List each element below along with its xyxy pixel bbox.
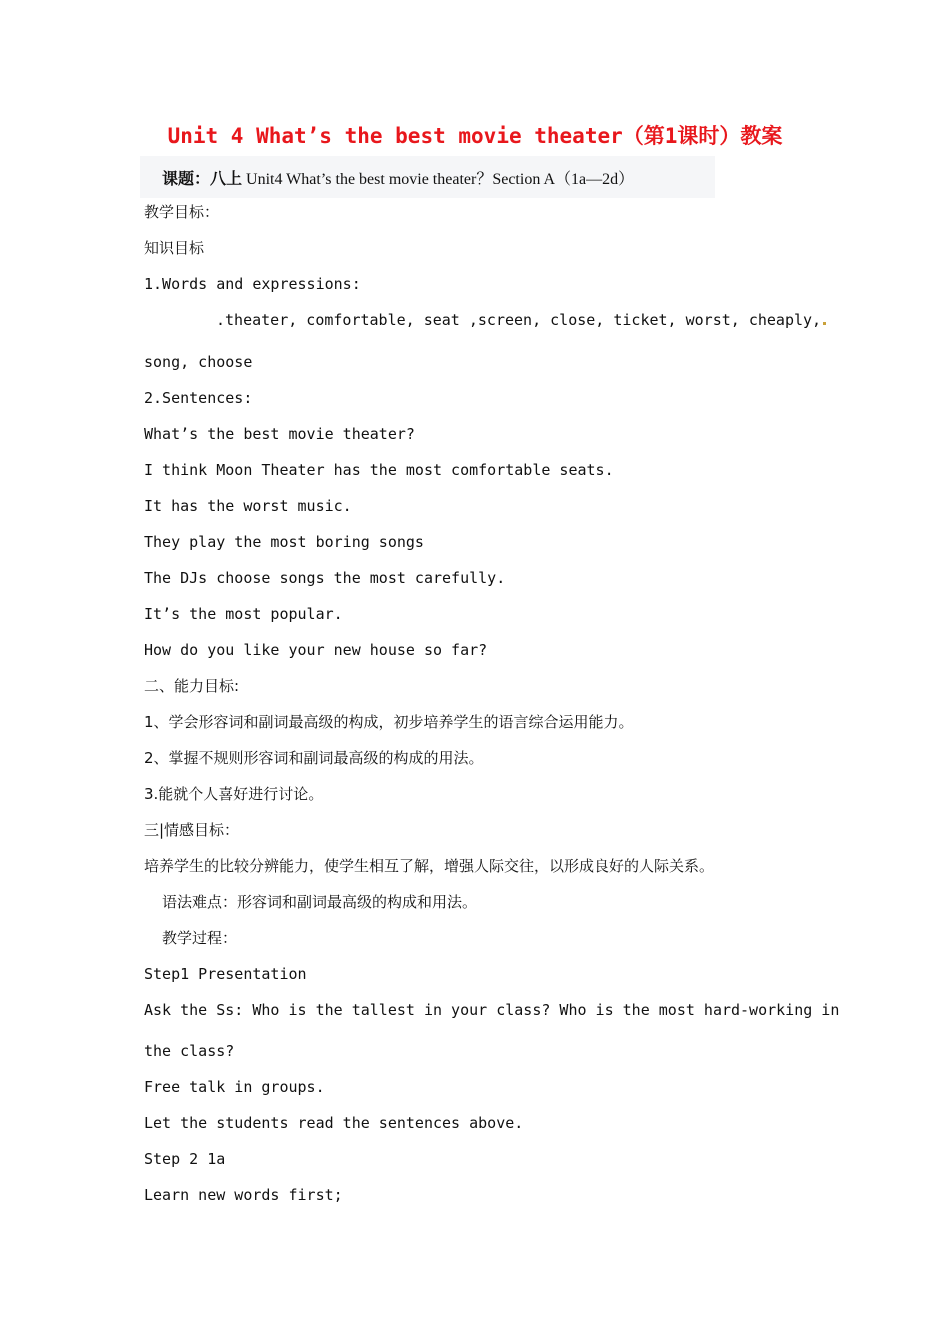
step-1-title: Step1 Presentation [144,965,307,983]
subject-text: Unit4 What’s the best movie theater？Section A（1a—2d） [242,171,635,188]
sentence-6: It’s the most popular. [144,605,343,623]
sentence-2: I think Moon Theater has the most comfortable seats. [144,461,614,479]
step-2-learn: Learn new words first; [144,1186,343,1204]
emotion-item-1: 培养学生的比较分辨能力，使学生相互了解，增强人际交往，以形成良好的人际关系。 [144,857,715,875]
page-title: Unit 4 What’s the best movie theater（第1课时）教案 [167,124,783,148]
emotion-header: 三|情感目标： [144,821,240,839]
grammar-difficulty: 语法难点：形容词和副词最高级的构成和用法。 [162,893,478,911]
edit-mark-icon [823,322,826,325]
sentence-4: They play the most boring songs [144,533,424,551]
words-list [144,310,822,330]
subject-label: 课题：八上 [162,169,243,188]
ability-header: 二、能力目标: [144,677,240,695]
objectives-header: 教学目标： [144,203,220,221]
ability-item-1: 1、学会形容词和副词最高级的构成，初步培养学生的语言综合运用能力。 [144,713,634,731]
step-1-ask-continued: the class? [144,1042,235,1060]
sentence-5: The DJs choose songs the most carefully. [144,569,506,587]
subject-line [162,166,634,189]
words-list-continued: song, choose [144,353,253,371]
sentence-1: What’s the best movie theater? [144,425,415,443]
sentence-7: How do you like your new house so far? [144,641,488,659]
words-header: 1.Words and expressions: [144,275,361,293]
sentences-header: 2.Sentences: [144,389,253,407]
step-1-read: Let the students read the sentences above. [144,1114,524,1132]
ability-item-3: 3.能就个人喜好进行讨论。 [144,785,324,803]
process-header: 教学过程： [162,929,238,947]
step-1-free-talk: Free talk in groups. [144,1078,325,1096]
knowledge-header: 知识目标 [144,239,205,257]
words-list-text: .theater, comfortable, seat ,screen, close, ticket, worst, cheaply, [216,311,822,329]
step-2-title: Step 2 1a [144,1150,226,1168]
step-1-ask: Ask the Ss: Who is the tallest in your class? Who is the most hard-working in [144,1001,840,1019]
sentence-3: It has the worst music. [144,497,352,515]
ability-item-2: 2、掌握不规则形容词和副词最高级的构成的用法。 [144,749,484,767]
